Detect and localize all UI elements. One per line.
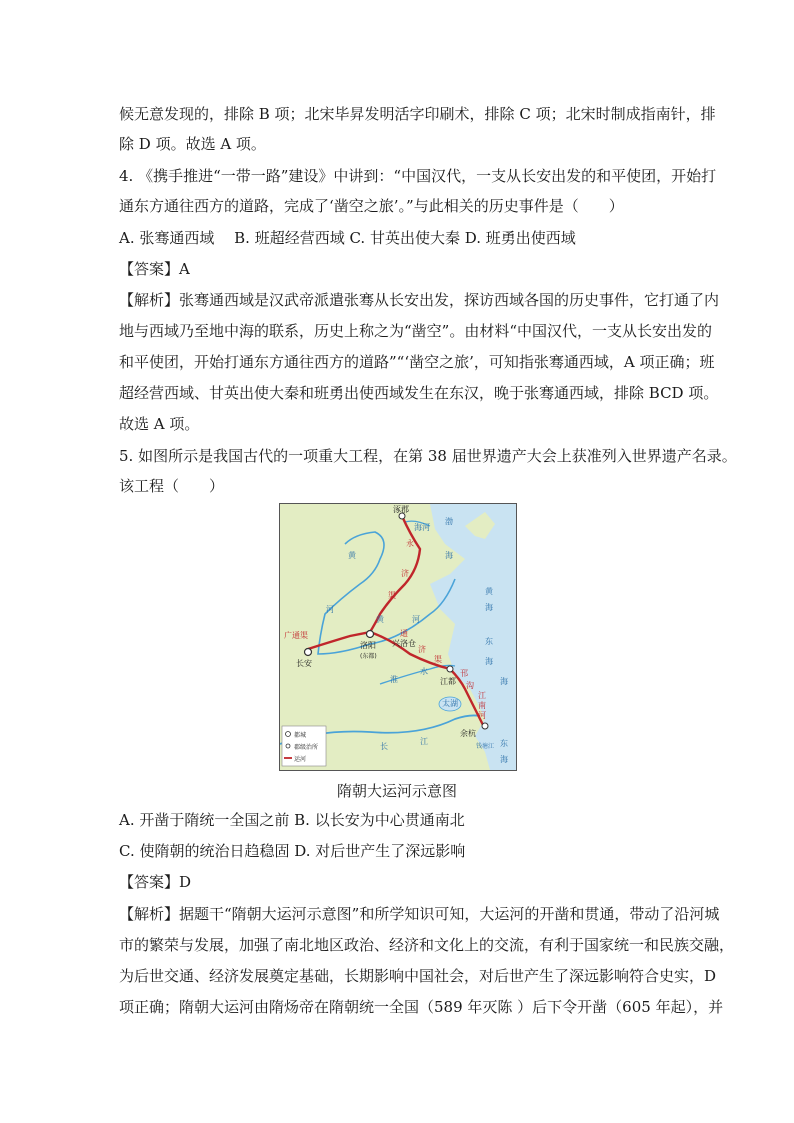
map-label: 钱塘江 [476,743,495,750]
map-label: 长安 [296,659,312,668]
question-4-stem: 通东方通往西方的道路，完成了‘凿空之旅’。”与此相关的历史事件是（ ） [119,197,624,215]
map-label: 渤 [445,517,453,526]
legend-label: 郡级治所 [294,744,319,751]
map-label: 济 [418,645,426,654]
map-label: 兴洛仓 [392,639,416,648]
map-label: 东 [500,739,508,748]
question-4-stem: 4. 《携手推进“一带一路”建设》中讲到：“中国汉代，一支从长安出发的和平使团，开始打 [119,167,717,185]
map-label: 渠 [388,591,396,600]
map-label: 长 [380,742,388,751]
map-label: 黄 [376,615,384,624]
map-label: 江 [420,737,428,746]
city-marker [482,723,488,729]
map-label: 东 [485,637,493,646]
map-label: 黄 [485,587,493,596]
capital-marker [367,631,374,638]
map-label: 余杭 [460,729,476,738]
map-label: 河 [412,615,420,624]
map-label: 广通渠 [284,631,308,640]
map-label: 海 [500,755,508,764]
map-label: 南 [478,701,486,710]
city-marker [447,666,453,672]
analysis-text: 超经营西域、甘英出使大秦和班勇出使西域发生在东汉，晚于张骞通西域，排除 BCD 项。 [119,384,719,402]
map-label: 江 [478,691,486,700]
map-label: 永 [406,539,414,548]
map-label: 淮 [390,675,398,684]
question-4-options: A. 张骞通西域 B. 班超经营西域 C. 甘英出使大秦 D. 班勇出使西域 [119,229,576,247]
analysis-text: 故选 A 项。 [119,415,200,433]
map-label: 渠 [434,655,442,664]
map-label: 水 [420,667,428,676]
figure-caption: 隋朝大运河示意图 [336,782,457,800]
capital-marker [305,649,312,656]
analysis-text: 和平使团，开始打通东方通往西方的道路”“‘凿空之旅’，可知指张骞通西域，A 项正确；班 [119,353,715,371]
analysis-text: 项正确；隋朝大运河由隋炀帝在隋朝统一全国（589 年灭陈 ）后下令开凿（605 年起），并 [119,998,724,1016]
map-label: 河 [478,711,486,720]
question-5-options: C. 使隋朝的统治日趋稳固 D. 对后世产生了深远影响 [119,842,466,860]
map-label: 海 [485,603,493,612]
map-label: (东都) [360,653,377,660]
legend-label: 运河 [294,756,307,763]
map-label: 河 [326,605,334,614]
analysis-text: 【解析】张骞通西域是汉武帝派遣张骞从长安出发，探访西域各国的历史事件，它打通了内 [119,291,720,309]
question-5-stem: 5. 如图所示是我国古代的一项重大工程，在第 38 届世界遗产大会上获准列入世界遗产名录。 [119,447,737,465]
map-label: 海 [500,677,508,686]
city-legend-icon [286,744,290,748]
answer-label: 【答案】A [119,260,190,278]
map-label: 海 [485,657,493,666]
map-legend [282,726,326,766]
question-5-options: A. 开凿于隋统一全国之前 B. 以长安为中心贯通南北 [119,811,465,829]
map-label: 黄 [348,551,356,560]
analysis-text: 【解析】据题干“隋朝大运河示意图”和所学知识可知，大运河的开凿和贯通，带动了沿河城 [119,905,720,923]
map-label: 江都 [440,677,456,686]
analysis-text: 地与西域乃至地中海的联系，历史上称之为“凿空”。由材料“中国汉代，一支从长安出发的 [119,322,713,340]
map-label: 济 [401,569,409,578]
map-svg [280,504,516,770]
capital-legend-icon [286,732,291,737]
map-label: 沟 [466,681,474,690]
grand-canal-map [279,503,517,771]
map-label: 太湖 [442,699,458,708]
map-label: 涿郡 [393,505,409,514]
map-label: 通 [400,629,408,638]
text-line: 除 D 项。故选 A 项。 [119,135,266,153]
answer-label: 【答案】D [119,873,192,891]
map-label: 海河 [414,523,430,532]
map-label: 邗 [460,669,468,678]
analysis-text: 为后世交通、经济发展奠定基础，长期影响中国社会，对后世产生了深远影响符合史实，D [119,967,717,985]
map-label: 海 [445,551,453,560]
legend-label: 都城 [294,732,307,739]
text-line: 候无意发现的，排除 B 项；北宋毕昇发明活字印刷术，排除 C 项；北宋时制成指南针，排 [119,105,716,123]
question-5-stem: 该工程（ ） [119,477,225,495]
map-label: 洛阳 [360,641,376,650]
analysis-text: 市的繁荣与发展，加强了南北地区政治、经济和文化上的交流，有利于国家统一和民族交融， [119,936,735,954]
